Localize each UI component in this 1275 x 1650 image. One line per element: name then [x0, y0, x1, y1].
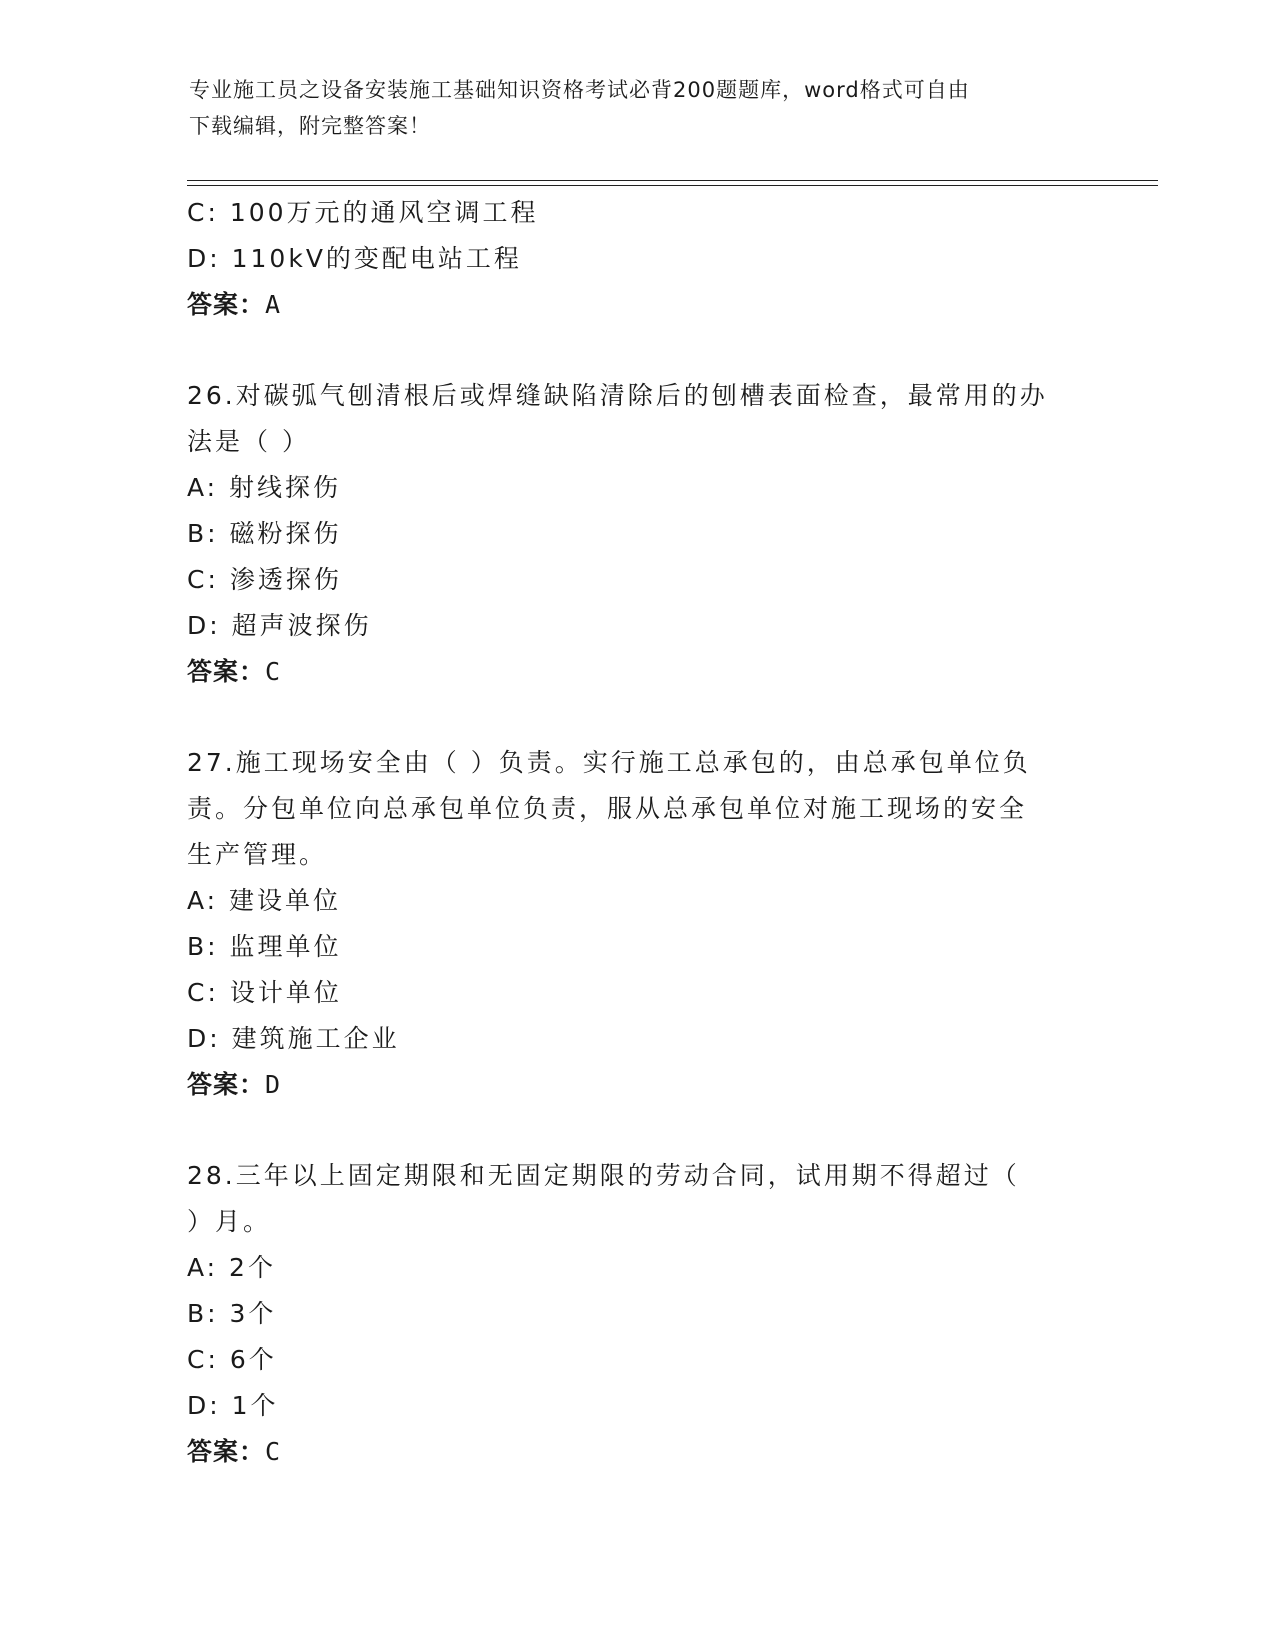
answer-label: 答案：	[187, 1070, 266, 1099]
prev-answer	[187, 282, 1087, 328]
answer	[187, 1062, 1087, 1108]
option-b: B: 监理单位	[187, 932, 342, 961]
option-c: C: 设计单位	[187, 978, 342, 1007]
question-text-line: 27.施工现场安全由（ ）负责。实行施工总承包的，由总承包单位负	[187, 748, 1031, 777]
question-text-line: 责。分包单位向总承包单位负责，服从总承包单位对施工现场的安全	[187, 794, 1028, 823]
question-text-line: 生产管理。	[187, 840, 328, 869]
spacer	[187, 1108, 1087, 1153]
option-d: D: 建筑施工企业	[187, 1024, 400, 1053]
header-divider-bottom	[187, 185, 1158, 186]
answer-value: A	[265, 290, 282, 319]
document-header	[189, 72, 1089, 144]
prev-option-d: D: 110kV的变配电站工程	[187, 244, 522, 273]
option-b: B: 3个	[187, 1299, 277, 1328]
answer-value: C	[265, 1437, 282, 1466]
option-d: D: 1个	[187, 1391, 279, 1420]
spacer	[187, 328, 1087, 373]
answer-label: 答案：	[187, 657, 266, 686]
header-line-1: 专业施工员之设备安装施工基础知识资格考试必背200题题库，word格式可自由	[189, 78, 970, 102]
document-body	[187, 190, 1087, 1475]
question-28	[187, 1153, 1087, 1475]
question-26	[187, 373, 1087, 695]
option-a: A: 建设单位	[187, 886, 342, 915]
option-b: B: 磁粉探伤	[187, 519, 342, 548]
answer-value: C	[265, 657, 282, 686]
header-line-2: 下载编辑，附完整答案！	[189, 114, 431, 138]
answer-value: D	[265, 1070, 282, 1099]
option-a: A: 2个	[187, 1253, 276, 1282]
question-text-line: 法是（ ）	[187, 427, 310, 456]
option-c: C: 渗透探伤	[187, 565, 342, 594]
option-d: D: 超声波探伤	[187, 611, 372, 640]
question-text-line: ）月。	[187, 1207, 272, 1236]
answer-label: 答案：	[187, 1437, 266, 1466]
spacer	[187, 695, 1087, 740]
answer	[187, 649, 1087, 695]
option-c: C: 6个	[187, 1345, 277, 1374]
option-a: A: 射线探伤	[187, 473, 342, 502]
answer-label: 答案：	[187, 290, 266, 319]
header-divider-top	[187, 180, 1158, 181]
answer	[187, 1429, 1087, 1475]
question-text-line: 26.对碳弧气刨清根后或焊缝缺陷清除后的刨槽表面检查，最常用的办	[187, 381, 1048, 410]
question-27	[187, 740, 1087, 1108]
prev-option-c: C: 100万元的通风空调工程	[187, 198, 539, 227]
question-text-line: 28.三年以上固定期限和无固定期限的劳动合同，试用期不得超过（	[187, 1161, 1020, 1190]
